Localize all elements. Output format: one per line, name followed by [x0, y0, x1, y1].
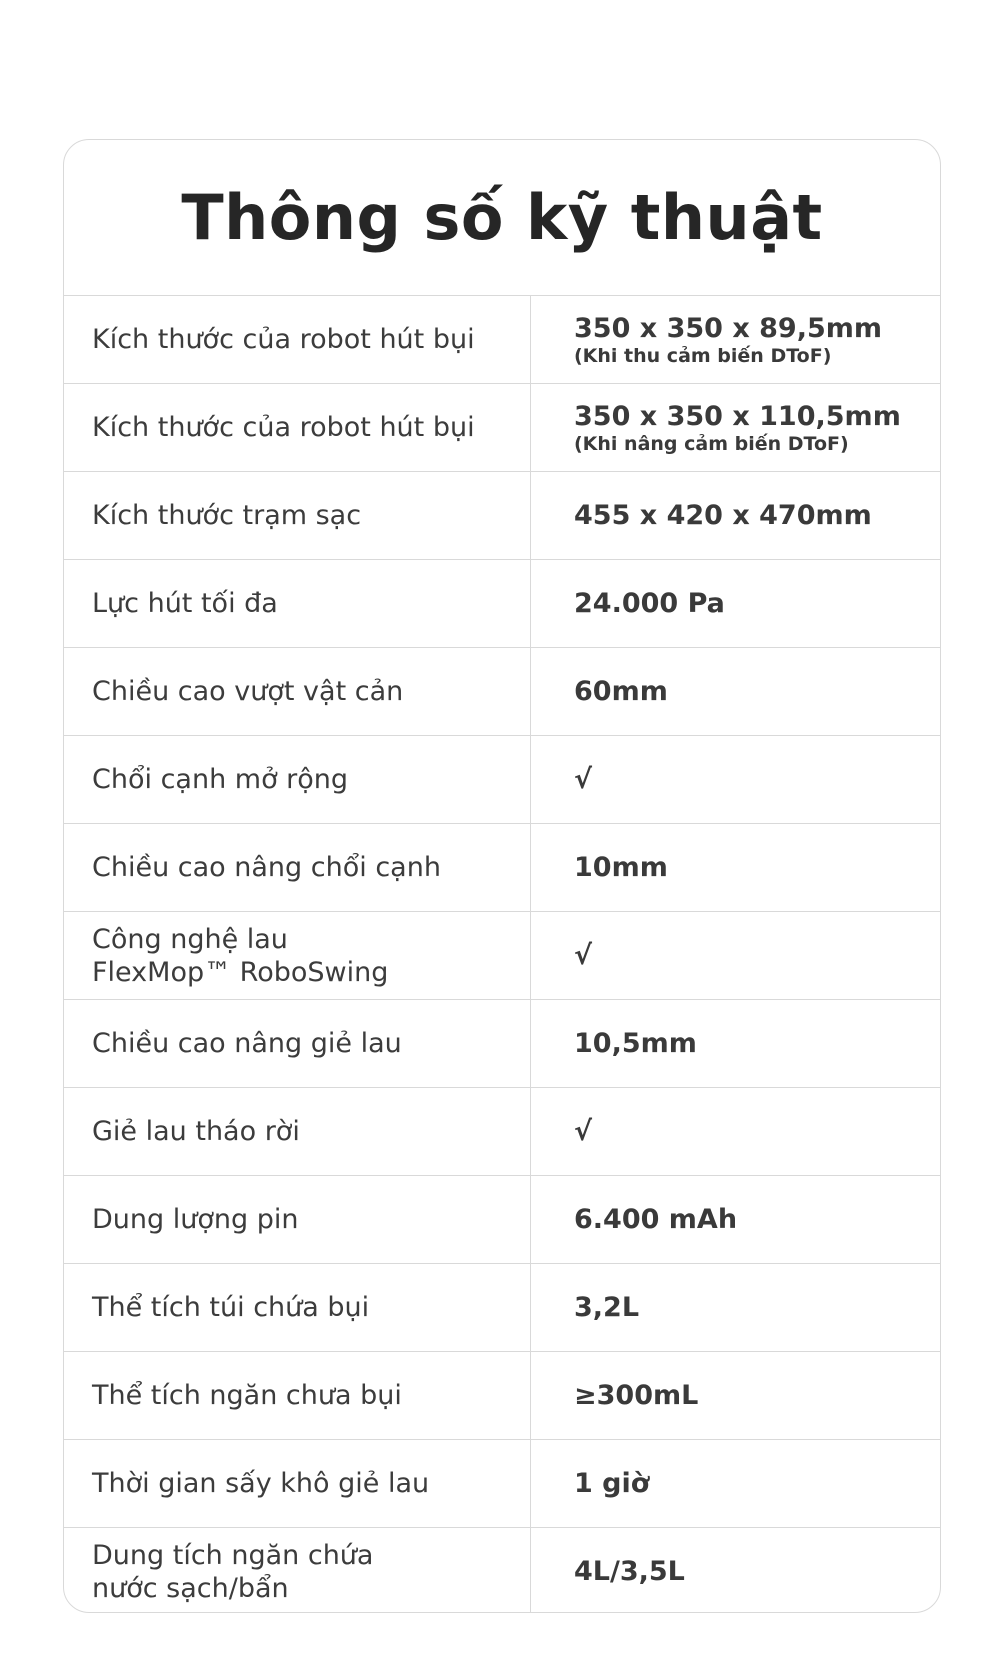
- spec-label: Kích thước của robot hút bụi: [92, 324, 475, 355]
- table-row: [64, 472, 940, 560]
- spec-label-cell: [64, 1088, 531, 1175]
- page-title: Thông số kỹ thuật: [181, 181, 823, 254]
- check-icon: √: [574, 939, 593, 971]
- spec-value-cell: [531, 1440, 940, 1527]
- spec-value: ≥300mL: [574, 1379, 699, 1411]
- spec-value-cell: [531, 648, 940, 735]
- spec-label-cell: [64, 1440, 531, 1527]
- table-row: [64, 384, 940, 472]
- spec-label: Kích thước trạm sạc: [92, 500, 362, 531]
- spec-value-cell: [531, 1088, 940, 1175]
- spec-label-cell: [64, 648, 531, 735]
- table-row: [64, 1528, 940, 1613]
- spec-label: Thời gian sấy khô giẻ lau: [92, 1468, 430, 1499]
- spec-value: 4L/3,5L: [574, 1556, 685, 1587]
- table-row: [64, 648, 940, 736]
- spec-table: [64, 296, 940, 1613]
- spec-value-cell: [531, 1264, 940, 1351]
- table-row: [64, 1352, 940, 1440]
- table-row: [64, 1000, 940, 1088]
- spec-value-cell: [531, 824, 940, 911]
- spec-value: 350 x 350 x 110,5mm: [574, 400, 901, 432]
- spec-label: Kích thước của robot hút bụi: [92, 412, 475, 443]
- table-row: [64, 736, 940, 824]
- table-row: [64, 1088, 940, 1176]
- spec-label: Chổi cạnh mở rộng: [92, 764, 349, 795]
- spec-value: 10,5mm: [574, 1027, 697, 1059]
- table-row: [64, 1440, 940, 1528]
- table-row: [64, 912, 940, 1000]
- spec-value-cell: [531, 560, 940, 647]
- spec-label-cell: [64, 1000, 531, 1087]
- spec-label: Lực hút tối đa: [92, 588, 278, 619]
- spec-label: Chiều cao nâng giẻ lau: [92, 1028, 402, 1059]
- spec-note: (Khi nâng cảm biến DToF): [574, 432, 849, 455]
- spec-label-cell: [64, 736, 531, 823]
- spec-value-cell: [531, 1352, 940, 1439]
- spec-label: Chiều cao vượt vật cản: [92, 676, 404, 707]
- spec-value: 455 x 420 x 470mm: [574, 499, 872, 531]
- spec-label: Giẻ lau tháo rời: [92, 1116, 300, 1147]
- spec-label-cell: [64, 1176, 531, 1263]
- spec-value-cell: [531, 472, 940, 559]
- spec-value: 24.000 Pa: [574, 587, 725, 619]
- spec-label-cell: [64, 560, 531, 647]
- spec-label-cell: [64, 1528, 531, 1613]
- spec-label: Chiều cao nâng chổi cạnh: [92, 852, 441, 883]
- spec-label-cell: [64, 912, 531, 999]
- spec-value: 60mm: [574, 675, 668, 707]
- spec-value: 350 x 350 x 89,5mm: [574, 312, 883, 344]
- check-icon: √: [574, 763, 593, 795]
- spec-label: Công nghệ lau FlexMop™ RoboSwing: [92, 923, 389, 988]
- spec-value: 3,2L: [574, 1291, 640, 1323]
- spec-label: Dung lượng pin: [92, 1204, 299, 1235]
- title-area: [64, 140, 940, 296]
- spec-value-cell: [531, 384, 940, 471]
- spec-label-cell: [64, 1352, 531, 1439]
- table-row: [64, 1264, 940, 1352]
- spec-value-cell: [531, 1528, 940, 1613]
- spec-note: (Khi thu cảm biến DToF): [574, 344, 832, 367]
- spec-label-cell: [64, 1264, 531, 1351]
- check-icon: √: [574, 1115, 593, 1147]
- table-row: [64, 296, 940, 384]
- spec-label-cell: [64, 472, 531, 559]
- spec-value-cell: [531, 1000, 940, 1087]
- spec-label-cell: [64, 296, 531, 383]
- spec-label-cell: [64, 824, 531, 911]
- spec-value: 1 giờ: [574, 1467, 650, 1499]
- spec-value: 10mm: [574, 851, 668, 883]
- spec-label-cell: [64, 384, 531, 471]
- spec-label: Thể tích ngăn chưa bụi: [92, 1380, 402, 1411]
- spec-label: Dung tích ngăn chứa nước sạch/bẩn: [92, 1540, 374, 1604]
- spec-value-cell: [531, 736, 940, 823]
- table-row: [64, 560, 940, 648]
- spec-value-cell: [531, 1176, 940, 1263]
- spec-value-cell: [531, 296, 940, 383]
- spec-label: Thể tích túi chứa bụi: [92, 1292, 370, 1323]
- table-row: [64, 1176, 940, 1264]
- spec-value-cell: [531, 912, 940, 999]
- table-row: [64, 824, 940, 912]
- spec-card: [63, 139, 941, 1613]
- spec-value: 6.400 mAh: [574, 1203, 738, 1235]
